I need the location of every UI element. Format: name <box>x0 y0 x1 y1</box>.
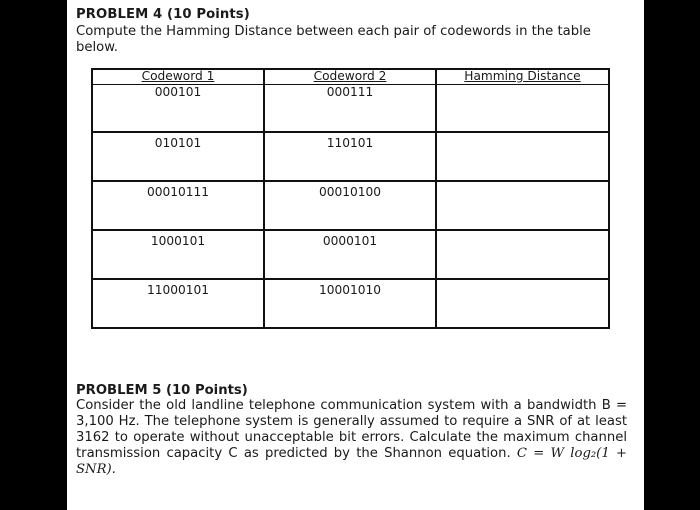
table-row <box>92 85 609 133</box>
codeword-2-cell: 0000101 <box>264 230 436 279</box>
header-codeword-1: Codeword 1 <box>92 69 264 85</box>
codeword-2-cell: 000111 <box>264 85 436 133</box>
problem5-body: Consider the old landline telephone communication system with a bandwidth B = 3,100 Hz. The telephone system is generally assumed to require a SNR of at least 3162 to operate without unacceptable bit errors. Calculate the maximum channel transmission capacity C as predicted by the Shannon equation. <box>76 398 627 461</box>
document-page <box>67 0 644 510</box>
problem5-text <box>76 398 627 478</box>
codeword-1-cell: 1000101 <box>92 230 264 279</box>
problem5-title: PROBLEM 5 (10 Points) <box>76 383 248 398</box>
table-header-row <box>92 69 609 85</box>
hamming-distance-cell[interactable] <box>436 85 609 133</box>
codeword-1-cell: 000101 <box>92 85 264 133</box>
hamming-distance-cell[interactable] <box>436 230 609 279</box>
codeword-2-cell: 10001010 <box>264 279 436 328</box>
hamming-distance-cell[interactable] <box>436 279 609 328</box>
table-row <box>92 279 609 328</box>
hamming-distance-cell[interactable] <box>436 132 609 181</box>
hamming-table <box>91 68 610 329</box>
header-codeword-2: Codeword 2 <box>264 69 436 85</box>
hamming-distance-cell[interactable] <box>436 181 609 230</box>
codeword-1-cell: 00010111 <box>92 181 264 230</box>
table-row <box>92 181 609 230</box>
codeword-2-cell: 110101 <box>264 132 436 181</box>
codeword-1-cell: 11000101 <box>92 279 264 328</box>
header-hamming-distance: Hamming Distance <box>436 69 609 85</box>
problem4-text: Compute the Hamming Distance between each pair of codewords in the table below. <box>76 24 591 55</box>
table-row <box>92 230 609 279</box>
problem4-title: PROBLEM 4 (10 Points) <box>76 7 250 22</box>
table-row <box>92 132 609 181</box>
codeword-1-cell: 010101 <box>92 132 264 181</box>
shannon-formula: C = W log₂(1 + SNR). <box>76 446 627 477</box>
codeword-2-cell: 00010100 <box>264 181 436 230</box>
